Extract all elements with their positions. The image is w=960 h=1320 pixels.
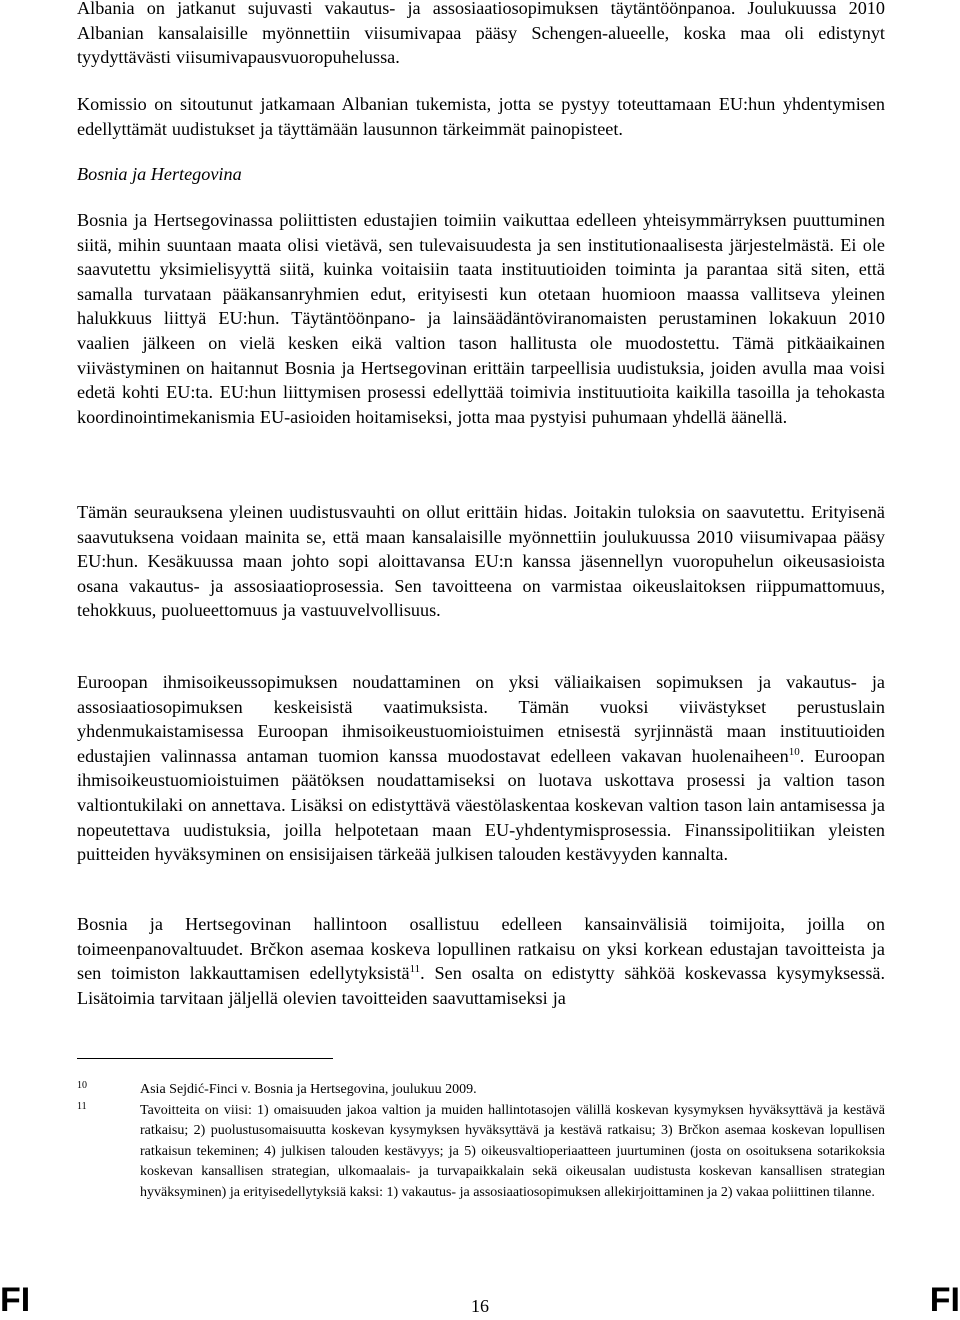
- footnote-text: Asia Sejdić-Finci v. Bosnia ja Hertsegovina, joulukuu 2009.: [140, 1082, 477, 1097]
- paragraph-international-actors: [77, 912, 885, 1010]
- paragraph-international-actors-part2: . Sen osalta on edistytty sähköä koskevassa kysymyksessä. Lisätoimia tarvitaan jäljellä olevien tavoitteiden saavuttamiseksi ja: [77, 963, 886, 1008]
- footnote-number: 10: [77, 1080, 87, 1091]
- footnote-ref-11[interactable]: 11: [409, 963, 421, 976]
- footer-language-right: FI: [929, 1281, 960, 1319]
- paragraph-human-rights: [77, 670, 885, 867]
- paragraph-human-rights-part1: Euroopan ihmisoikeussopimuksen noudattaminen on yksi väliaikaisen sopimuksen ja vakautus- ja assosiaatiosopimuksen keskeisistä vaatimuksista. Tämän vuoksi viivästykset perustuslain yhdenmukaistamisessa Euroopan ihmisoikeustuomioistuimen etnisestä syrjinnästä maan instituutioiden edustajien valinnassa antaman tuomion kanssa muodostavat edelleen vakavan huolenaiheen: [77, 672, 885, 766]
- footer-language-left: FI: [0, 1281, 31, 1319]
- footnote-item: [77, 1101, 885, 1204]
- paragraph-bosnia-political: Bosnia ja Hertsegovinassa poliittisten edustajien toimiin vaikuttaa edelleen yhteisymmärryksen puuttuminen siitä, mihin suuntaan maata olisi vietävä, sen tulevaisuudesta ja sen institutionaalisesta järjestelmästä. Ei ole saavutettu yksimielisyyttä siitä, kuinka voitaisiin taata instituutioiden toiminta ja parantaa sitä siten, että samalla turvataan pääkansanryhmien edut, erityisesti kun otetaan huomioon maassa vallitseva yleinen halukkuus liittyä EU:hun. Täytäntöönpano- ja lainsäädäntöviranomaisten perustaminen lokakuun 2010 vaalien jälkeen on vielä kesken eikä valtion tason hallitusta ole muodostettu. Tämä pitkäaikainen viivästyminen on haitannut Bosnia ja Hertsegovinan erittäin tarpeellisia uudistuksia, joiden avulla maa voisi edetä kohti EU:ta. EU:hun liittymisen prosessi edellyttää toimivia instituutioita kaikilla tasoilla ja tehokasta koordinointimekanismia EU-asioiden hoitamiseksi, jotta maa pystyisi puhumaan yhdellä äänellä.: [77, 210, 885, 427]
- paragraph-albania-progress: Albania on jatkanut sujuvasti vakautus- ja assosiaatiosopimuksen täytäntöönpanoa. Joulukuussa 2010 Albanian kansalaisille myönnettiin viisumivapaa pääsy Schengen-alueelle, koska maa oli edistynyt tyydyttävästi viisumivapausvuoropuhelussa.: [77, 0, 885, 68]
- paragraph-human-rights-part2: . Euroopan ihmisoikeustuomioistuimen päätöksen noudattamiseksi on luotava uskottava prosessi ja valtion tason valtiontukilaki on annettava. Lisäksi on edistyttävä väestölaskentaa koskevan valtion tason lain antamisessa ja nopeutettava uudistuksia, joilla helpotetaan maan EU-yhdentymisprosessia. Finanssipolitiikan yleisten puitteiden hyväksyminen on ensisijaisen tärkeää julkisen talouden kestävyyden kannalta.: [77, 745, 885, 865]
- footnotes: [77, 1080, 885, 1204]
- paragraph-international-actors-part1: Bosnia ja Hertsegovinan hallintoon osallistuu edelleen kansainvälisiä toimijoita, joilla on toimeenpanovaltuudet. Brčkon asemaa koskeva lopullinen ratkaisu on yksi korkean edustajan tavoitteista ja sen toimiston lakkauttamisen edellytyksistä: [77, 914, 885, 984]
- section-heading-bosnia: Bosnia ja Hertegovina: [77, 164, 242, 184]
- footnote-ref-10[interactable]: 10: [788, 745, 800, 758]
- paragraph-reform-pace: Tämän seurauksena yleinen uudistusvauhti on ollut erittäin hidas. Joitakin tuloksia on saavutettu. Erityisenä saavutuksena voidaan mainita se, että maan kansalaisille myönnettiin joulukuussa 2010 viisumivapaa pääsy EU:hun. Kesäkuussa maan johto sopi aloittavansa EU:n kanssa jäsennellyn vuoropuhelun oikeusasioista osana vakautus- ja assosiaatioprosessia. Sen tavoitteena on varmistaa oikeuslaitoksen riippumattomuus, tehokkuus, puolueettomuus ja vastuuvelvollisuus.: [77, 502, 885, 621]
- paragraph-commission-support: Komissio on sitoutunut jatkamaan Albanian tukemista, jotta se pystyy toteuttamaan EU:hun yhdentymisen edellyttämät uudistukset ja täyttämään lausunnon tärkeimmät painopisteet.: [77, 94, 885, 139]
- footnote-number: 11: [77, 1100, 87, 1112]
- footnote-item: [77, 1080, 885, 1101]
- footnote-text: Tavoitteita on viisi: 1) omaisuuden jakoa valtion ja muiden hallintotasojen välillä koskevan kysymyksen hyväksyttävä ja kestävä ratkaisu; 2) puolustusomaisuutta koskevan kysymyksen hyväksyttävä ja kestävä ratkaisu; 3) Brčkon asemaa koskevan lopullisen ratkaisun tekeminen; 4) julkisen talouden kestävyys; ja 5) oikeusvaltioperiaatteen juurtuminen (josta on osoituksena sotarikoksia koskevan kansallisen strategian, ulkomaalais- ja turvapaikkalain sekä oikeusalan uudistusta koskevan kansallisen strategian hyväksyminen) ja erityisedellytyksiä kaksi: 1) vakautus- ja assosiaatiosopimuksen allekirjoittaminen ja 2) vakaa poliittinen tilanne.: [140, 1102, 885, 1200]
- page-number: 16: [471, 1296, 489, 1316]
- footnote-divider: [77, 1058, 333, 1059]
